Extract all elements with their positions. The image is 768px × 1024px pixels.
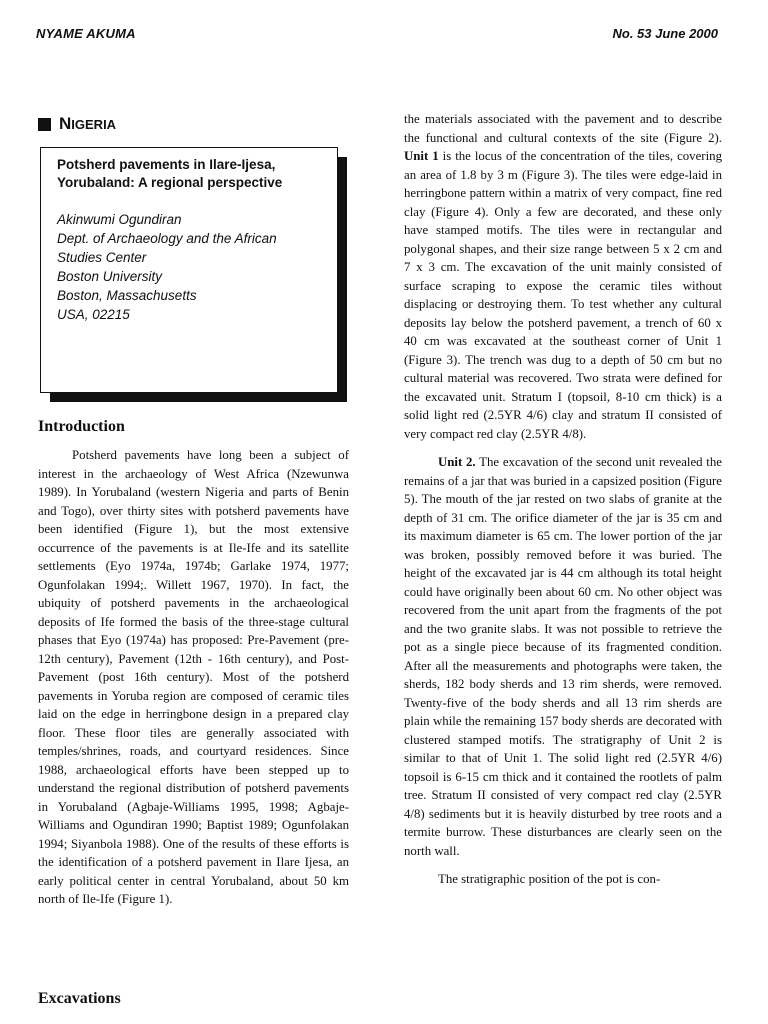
title-box [40,147,338,393]
paragraph-unit-1 [404,110,722,443]
unit-1-label: Unit 1 [404,149,439,163]
square-bullet-icon [38,118,51,131]
unit-2-label: Unit 2. [438,455,476,469]
issue-info: No. 53 June 2000 [612,26,718,41]
introduction-heading: Introduction [38,418,125,435]
para2-text: The excavation of the second unit revealed the remains of a jar that was buried in a capsized position (Figure 5). The mouth of the jar rested on two slabs of granite at the depth of 31 cm. The orifice diameter of the jar is 35 cm and its maximum diameter is 65 cm. The lower portion of the jar was broken, possibly removed before it was buried. The height of the excavated jar is 44 cm although its total height could have originally been about 60 cm. No other object was recovered from the unit apart from the fragments of the pot and the two granite slabs. It was not possible to retrieve the pot as a single piece because of its fragmented condition. After all the measurements and photographs were taken, the sherds, 182 body sherds and 13 rim sherds, were removed. Twenty-five of the body sherds and all 13 rim sherds are plain while the remaining 157 body sherds are decorated with clustered stamped motifs. The stratigraphy of Unit 2 is similar to that of Unit 1. The solid light red (2.5YR 4/6) topsoil is 6-15 cm thick and it contained the rootlets of palm tree. Stratum II consisted of very compact red clay (2.5YR 4/8) sediments but it is heavily disturbed by tree roots and a termite burrow. These disturbances are clearly seen on the north wall. [404,455,723,858]
left-column [38,446,349,909]
author-block [57,210,321,324]
journal-name: NYAME AKUMA [36,26,136,41]
title-box-shadow-bottom [50,393,347,402]
para1-continued: is the locus of the concentration of the tiles, covering an area of 1.8 by 3 m (Figure 3). The tiles were edge-laid in herringbone pattern within a matrix of very compact, fine red clay (Figure 4). Only a few are decorated, and these only have stamped motifs. The tiles were in rectangular and polygonal shapes, and their size range between 5 x 2 cm and 7 x 3 cm. The excavation of the unit mainly consisted of surface scraping to expose the ceramic tiles without displacing or destroying them. To test whether any cultural deposits lay below the potsherd pavement, a trench of 60 x 40 cm was excavated at the southeast corner of Unit 1 (Figure 3). The trench was dug to a depth of 50 cm but no cultural material was recovered. Two strata were defined for the excavated unit. Stratum I (topsoil, 8-10 cm thick) is a solid light red (2.5YR 4/6) clay and stratum II consisted of very compact red clay (2.5YR 4/8). [404,149,722,441]
affiliation-line-3: Boston University [57,269,163,284]
section-heading [38,114,116,134]
affiliation-line-1: Dept. of Archaeology and the African [57,231,277,246]
affiliation-line-5: USA, 02215 [57,307,130,322]
article-title [57,156,321,192]
excavations-heading: Excavations [38,990,121,1007]
title-box-shadow [338,157,347,402]
section-label-rest: IGERIA [71,116,117,132]
paragraph-stratigraphic: The stratigraphic position of the pot is con- [438,872,661,886]
intro-paragraph: Potsherd pavements have long been a subject of interest in the archaeology of West Africa (Nzewunwa 1989). In Yorubaland (western Nigeria and parts of Benin and Togo), over thirty sites with potsherd pavements have been identified (Figure 1), but the most extensive occurrence of the pavements is at Ile-Ife and its satellite settlements (Eyo 1974a, 1974b; Garlake 1974, 1977; Ogunfolakan 1994;. Willett 1967, 1970). In fact, the ubiquity of potsherd pavements in the archaeological deposits of Ife formed the basis of the three-stage cultural phases that Eyo (1974a) has proposed: Pre-Pavement (pre-12th century), Pavement (12th - 16th century), and Post-Pavement (post 16th century). Most of the potsherd pavements in Yoruba region are composed of ceramic tiles laid on the edge in herringbone design in a prepared clay floor. These floor tiles are generally associated with temples/shrines, roads, and courtyard residences. Since 1988, archaeological efforts have been stepped up to understand the regional distribution of potsherd pavements in Yorubaland (Agbaje-Williams 1995, 1998; Agbaje-Williams and Ogundiran 1990; Baptist 1989; Ogunfolakan 1994; Siyanbola 1988). One of the results of these efforts is the identification of a potsherd pavement in Ilare Ijesa, an early political center in central Yorubaland, about 50 km north of Ile-Ife (Figure 1). [38,448,349,906]
affiliation-line-2: Studies Center [57,250,147,265]
para1-text: the materials associated with the pavement and to describe the functional and cultural contexts of the site (Figure 2). [404,112,722,145]
section-label-initial: N [59,114,72,133]
title-line-1: Potsherd pavements in Ilare-Ijesa, [57,157,276,172]
title-line-2: Yorubaland: A regional perspective [57,175,283,190]
author-name: Akinwumi Ogundiran [57,212,182,227]
paragraph-unit-2 [404,453,722,860]
right-column [404,110,722,889]
affiliation-line-4: Boston, Massachusetts [57,288,197,303]
